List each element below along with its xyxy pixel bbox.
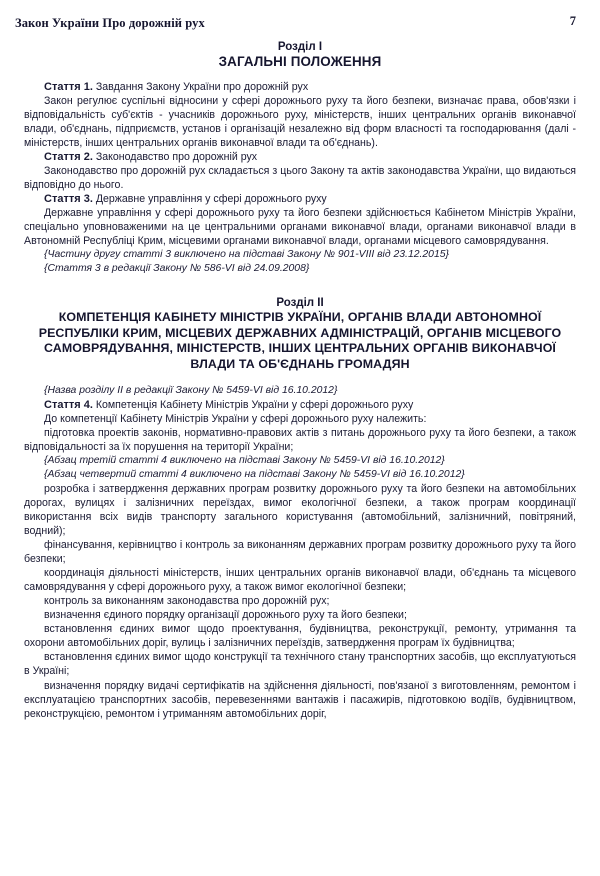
article-4-item-5: контроль за виконанням законодавства про дорожній рух;: [44, 595, 330, 608]
page-number: 7: [569, 14, 576, 28]
document-body: [24, 40, 576, 721]
article-4-heading: [24, 398, 576, 412]
article-2-body: Законодавство про дорожній рух складається з цього Закону та актів законодавства України, що видаються відповідно до нього.: [24, 164, 576, 191]
article-2-heading: [24, 150, 576, 164]
article-4-amendment-note-1: {Абзац третій статті 4 виключено на підставі Закону № 5459-VI від 16.10.2012}: [44, 454, 445, 466]
article-3-amendment-note-2: {Стаття 3 в редакції Закону № 586-VI від 24.09.2008}: [44, 263, 310, 275]
section-2-amendment-note: {Назва розділу II в редакції Закону № 5459-VI від 16.10.2012}: [44, 384, 338, 396]
article-4-item-3: фінансування, керівництво і контроль за виконанням державних програм розвитку дорожнього руху та його безпеки;: [24, 539, 576, 566]
article-1-body: Закон регулює суспільні відносини у сфері дорожнього руху та його безпеки, визначає права, обов'язки і відповідальність суб'єктів - учасників дорожнього руху, міністерств, інших центральних органів виконавчої влади, об'єднань, підприємств, установ і організацій незалежно від форм власності та господарювання (далі - міністерств, інших центральних органів виконавчої влади та об'єднань).: [24, 94, 576, 149]
article-3-heading: [24, 192, 576, 206]
article-4-item-8: встановлення єдиних вимог щодо конструкції та технічного стану транспортних засобів, що експлуатуються в Україні;: [24, 651, 576, 678]
article-4-intro: До компетенції Кабінету Міністрів України у сфері дорожнього руху належить:: [44, 412, 427, 425]
article-1-number: Стаття 1.: [44, 80, 93, 93]
article-4-amendment-note-2: {Абзац четвертий статті 4 виключено на підставі Закону № 5459-VI від 16.10.2012}: [44, 468, 465, 480]
section-label-2: Розділ II: [276, 297, 324, 310]
article-4-item-7: встановлення єдиних вимог щодо проектування, будівництва, реконструкції, ремонту, утримання та охорони автомобільних доріг, вулиць і залізничних переїздів, затвердження програм їх будівництва;: [24, 623, 576, 650]
section-heading-2: [24, 296, 576, 372]
article-4-item-9: визначення порядку видачі сертифікатів на здійснення діяльності, пов'язаної з виготовленням, ремонтом і експлуатацією транспортних засобів, перевезеннями вантажів і пасажирів, підготовкою водіїв, будівництвом, реконструкцією, ремонтом і утриманням автомобільних доріг,: [24, 679, 576, 720]
running-head: [15, 14, 585, 30]
article-2-number: Стаття 2.: [44, 150, 93, 163]
article-4-item-2: розробка і затвердження державних програм розвитку дорожнього руху та його безпеки на автомобільних дорогах, вулицях і залізничних переїздах, вимог екологічної безпеки, а також програм координації використання всіх видів транспорту загального користування (автомобільний, залізничний, повітряний, водний);: [24, 482, 576, 537]
section-title-1: ЗАГАЛЬНІ ПОЛОЖЕННЯ: [218, 54, 382, 69]
section-heading-1: [24, 40, 576, 70]
article-3-body: Державне управління у сфері дорожнього руху та його безпеки здійснюється Кабінетом Міністрів України, спеціально уповноваженими на це центральними органами виконавчої влади, органами виконавчої влади в Автономній Республіці Крим, місцевими органами виконавчої влади, органами місцевого самоврядування.: [24, 206, 576, 248]
article-4-item-1: підготовка проектів законів, нормативно-правових актів з питань дорожнього руху та його безпеки, а також відповідальності за їх порушення на території України;: [24, 426, 576, 453]
article-3-title: Державне управління у сфері дорожнього руху: [92, 192, 327, 205]
article-1-heading: [24, 80, 576, 94]
article-4-number: Стаття 4.: [44, 398, 93, 411]
article-1-title: Завдання Закону України про дорожній рух: [92, 80, 309, 93]
article-3-number: Стаття 3.: [44, 192, 93, 205]
article-3-amendment-note-1: {Частину другу статті 3 виключено на підставі Закону № 901-VIII від 23.12.2015}: [44, 249, 449, 261]
section-label-1: Розділ I: [277, 41, 323, 53]
article-4-title: Компетенція Кабінету Міністрів України у сфері дорожнього руху: [92, 398, 414, 411]
article-2-title: Законодавство про дорожній рух: [92, 150, 258, 163]
article-4-item-4: координація діяльності міністерств, інших центральних органів виконавчої влади, об'єднань та місцевого самоврядування у сфері дорожнього руху, а також вимог екологічної безпеки;: [24, 567, 576, 594]
running-head-title: Закон України Про дорожній рух: [15, 16, 205, 30]
article-4-item-6: визначення єдиного порядку організації дорожнього руху та його безпеки;: [44, 609, 407, 622]
section-title-2: КОМПЕТЕНЦІЯ КАБІНЕТУ МІНІСТРІВ УКРАЇНИ, ОРГАНІВ ВЛАДИ АВТОНОМНОЇ РЕСПУБЛІКИ КРИМ, МІСЦЕВИХ ДЕРЖАВНИХ АДМІНІСТРАЦІЙ, ОРГАНІВ МІСЦЕВОГО САМОВРЯДУВАННЯ, МІНІСТЕРСТВ, ІНШИХ ЦЕНТРАЛЬНИХ ОРГАНІВ ВИКОНАВЧОЇ ВЛАДИ ТА ОБ'ЄДНАНЬ ГРОМАДЯН: [38, 310, 562, 371]
